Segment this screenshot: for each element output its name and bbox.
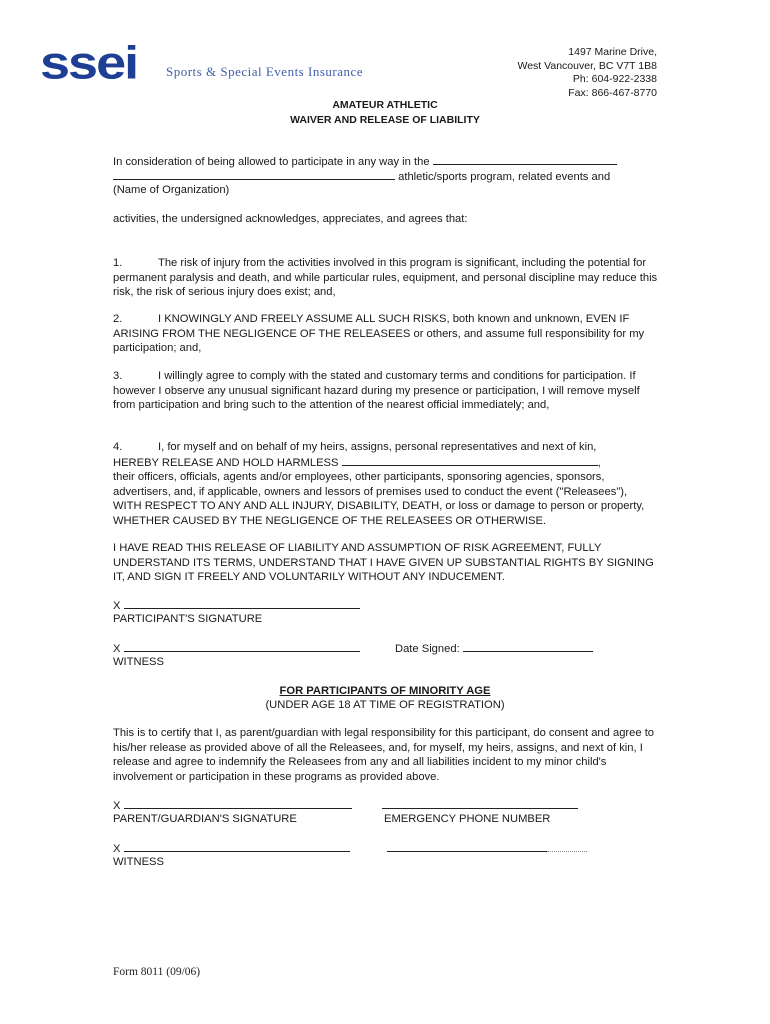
ssei-logo bbox=[40, 37, 370, 100]
emergency-phone-label: EMERGENCY PHONE NUMBER bbox=[384, 813, 551, 825]
x-mark: X bbox=[113, 600, 121, 612]
x-mark: X bbox=[113, 800, 121, 812]
date-signed-field[interactable] bbox=[463, 641, 593, 652]
logo-tagline: Sports & Special Events Insurance bbox=[166, 64, 364, 79]
guardian-signature-field[interactable] bbox=[124, 798, 352, 809]
document-title: AMATEUR ATHLETIC bbox=[332, 99, 438, 111]
clause-3 bbox=[113, 369, 658, 413]
guardian-signature-label: PARENT/GUARDIAN'S SIGNATURE bbox=[113, 813, 297, 825]
witness-signature-field[interactable] bbox=[124, 641, 360, 652]
phone-line: Ph: 604-922-2338 bbox=[572, 73, 657, 85]
date-signed-label: Date Signed: bbox=[395, 643, 460, 655]
fax-line: Fax: 866-467-8770 bbox=[568, 86, 657, 99]
minors-consent-text: This is to certify that I, as parent/guardian with legal responsibility for this participant, do consent and agree to his/her release as provided above of all the Releasees, and, for myself, my heirs, assigns, and next of kin, I release and agree to indemnify the Releasees from any and all liabilities incident to my minor child's involvement or participation in these programs as provided above. bbox=[113, 727, 655, 783]
clause-number: 4. bbox=[113, 441, 123, 453]
clause-text: I, for myself and on behalf of my heirs, assigns, personal representatives and next of kin, bbox=[158, 441, 597, 453]
organization-field-line-2[interactable] bbox=[113, 169, 395, 180]
x-mark: X bbox=[113, 843, 121, 855]
address-line: 1497 Marine Drive, bbox=[568, 46, 657, 58]
minors-heading: FOR PARTICIPANTS OF MINORITY AGE bbox=[279, 685, 491, 697]
clause-2 bbox=[113, 312, 658, 356]
company-address bbox=[518, 46, 658, 100]
x-mark: X bbox=[113, 643, 121, 655]
release-text: HEREBY RELEASE AND HOLD HARMLESS bbox=[113, 456, 339, 469]
participant-signature-label: PARTICIPANT'S SIGNATURE bbox=[113, 613, 263, 625]
organization-label: (Name of Organization) bbox=[113, 184, 230, 196]
acknowledgement: I HAVE READ THIS RELEASE OF LIABILITY AND ASSUMPTION OF RISK AGREEMENT, FULLY UNDERSTAND ITS TERMS, UNDERSTAND THAT I HAVE GIVEN UP SUBSTANTIAL RIGHTS BY SIGNING IT, AND SIGN IT FREELY AND VOLUNTARILY WITHOUT ANY INDUCEMENT. bbox=[113, 542, 654, 584]
clause-number: 1. bbox=[113, 257, 123, 269]
document-subtitle: WAIVER AND RELEASE OF LIABILITY bbox=[290, 114, 480, 126]
clause-text: The risk of injury from the activities involved in this program is significant, including the potential for permanent paralysis and death, and while particular rules, equipment, and personal discipline may reduce this risk, the risk of serious injury does exist; and, bbox=[113, 257, 658, 299]
intro-line-4: activities, the undersigned acknowledges, appreciates, and agrees that: bbox=[113, 213, 468, 225]
minor-witness-signature-field[interactable] bbox=[124, 841, 350, 852]
witness-label: WITNESS bbox=[113, 656, 164, 668]
address-line: West Vancouver, BC V7T 1B8 bbox=[517, 59, 657, 72]
logo-mark: ssei bbox=[40, 37, 138, 90]
clause-text: I KNOWINGLY AND FREELY ASSUME ALL SUCH RISKS, both known and unknown, EVEN IF ARISING FROM THE NEGLIGENCE OF THE RELEASEES or others, and assume full responsibility for my participation; and, bbox=[113, 313, 645, 355]
releasees-field[interactable] bbox=[342, 455, 598, 466]
emergency-phone-field[interactable] bbox=[382, 808, 578, 809]
participant-signature-field[interactable] bbox=[124, 598, 360, 609]
clause-text: I willingly agree to comply with the stated and customary terms and conditions for participation. If however I observe any unusual significant hazard during my presence or participation, I will remove myself from participation and bring such to the attention of the nearest official immediately; and, bbox=[113, 370, 640, 412]
intro-suffix: athletic/sports program, related events and bbox=[398, 171, 611, 183]
clause-text: their officers, officials, agents and/or employees, other participants, sponsoring agencies, sponsors, advertisers, and, if applicable, owners and lessors of premises used to conduct the event ("Releasees"), WITH RESPECT TO ANY AND ALL INJURY, DISABILITY, DEATH, or loss or damage to person or property, WHETHER CAUSED BY THE NEGLIGENCE OF THE RELEASEES OR OTHERWISE. bbox=[113, 471, 645, 527]
organization-field-line-1[interactable] bbox=[433, 154, 617, 165]
clause-number: 2. bbox=[113, 313, 123, 325]
witness-date-field-extension bbox=[547, 851, 587, 852]
minors-subheading: (UNDER AGE 18 AT TIME OF REGISTRATION) bbox=[265, 699, 505, 711]
form-number: Form 8011 (09/06) bbox=[113, 966, 201, 978]
minor-witness-label: WITNESS bbox=[113, 856, 164, 868]
clause-1 bbox=[113, 256, 658, 300]
witness-date-field[interactable] bbox=[387, 851, 547, 852]
clause-4: 4. I, for myself and on behalf of my heirs, assigns, personal representatives and next of kin, HEREBY RELEASE AND HOLD HARMLESS , their officers, officials, agents and/or employees, other participants, sponsoring agencies, sponsors, advertisers, and, if applicable, owners and lessors of premises used to conduct the event ("Releasees"), WITH RESPECT TO ANY AND ALL INJURY, DISABILITY, DEATH, or loss or damage to person or property, WHETHER CAUSED BY THE NEGLIGENCE OF THE RELEASEES OR OTHERWISE. bbox=[113, 440, 658, 529]
clause-number: 3. bbox=[113, 370, 123, 382]
intro-text: In consideration of being allowed to participate in any way in the bbox=[113, 156, 430, 168]
intro-line-1 bbox=[113, 154, 658, 170]
